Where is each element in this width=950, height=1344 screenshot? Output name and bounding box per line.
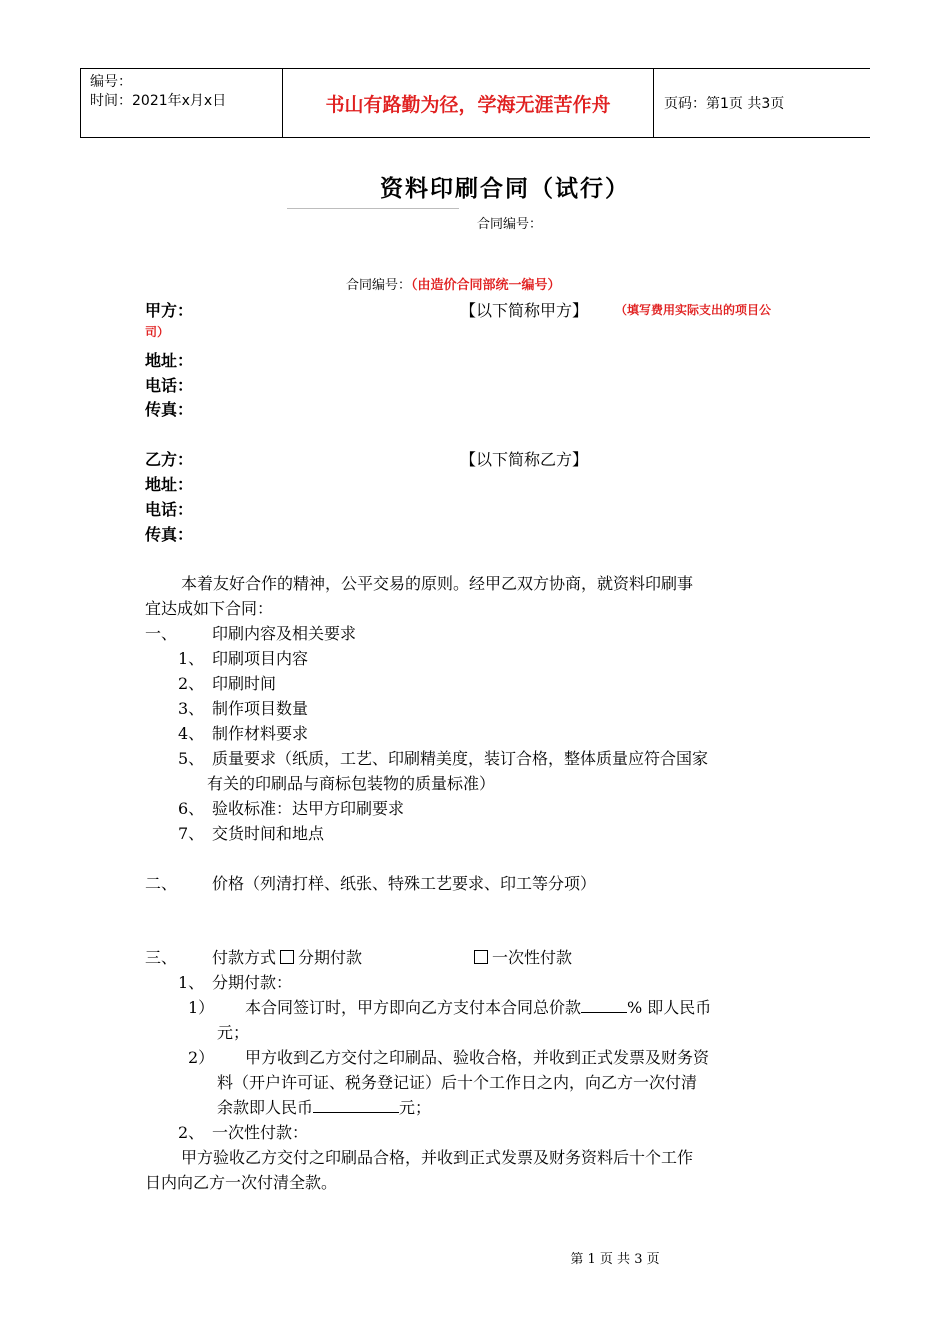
item-number: 1、: [178, 649, 205, 668]
item-text: 印刷时间: [212, 674, 277, 693]
clause-1-line: [245, 995, 711, 1018]
clause-1-text-c: 元；: [217, 1023, 250, 1042]
intro-line-2: 宜达成如下合同：: [145, 599, 274, 618]
header-table: [80, 68, 870, 138]
option-installment: 分期付款: [298, 948, 363, 967]
party-b-phone: 电话：: [145, 500, 194, 519]
party-a-abbr: 【以下简称甲方】: [460, 301, 589, 320]
section-1-number: 一、: [145, 624, 178, 643]
party-b-fax: 传真：: [145, 525, 194, 544]
contract-number-note: （由造价合同部统一编号）: [411, 278, 561, 293]
clause-2-text-a: 余款即人民币: [217, 1098, 314, 1117]
checkbox-installment[interactable]: [280, 950, 294, 964]
time-label: 时间：2021年x月x日: [90, 93, 227, 109]
item-text: 验收标准：达甲方印刷要求: [212, 799, 405, 818]
clause-2-line-1: 甲方收到乙方交付之印刷品、验收合格，并收到正式发票及财务资: [245, 1048, 710, 1067]
contract-number-1: 合同编号：: [477, 217, 543, 232]
header-motto-cell: [282, 69, 654, 137]
page-info: 页码：第1页 共3页: [664, 96, 785, 112]
option-lump-sum: 一次性付款: [492, 948, 573, 967]
final-clause-line-1: 甲方验收乙方交付之印刷品合格，并收到正式发票及财务资料后十个工作: [181, 1148, 694, 1167]
item-text: 制作项目数量: [212, 699, 309, 718]
item-number: 3、: [178, 699, 205, 718]
item-text: 质量要求（纸质，工艺、印刷精美度，装订合格，整体质量应符合国家: [212, 749, 709, 768]
item-text: 印刷项目内容: [212, 649, 309, 668]
party-b-label: 乙方：: [145, 450, 194, 469]
contract-number-2: [346, 274, 561, 293]
final-clause-line-2: 日内向乙方一次付清全款。: [145, 1173, 338, 1192]
party-a-note-cont: 司）: [145, 325, 170, 339]
checkbox-lump-sum[interactable]: [474, 950, 488, 964]
clause-2-number: 2）: [188, 1048, 215, 1067]
clause-1-text-a: 本合同签订时，甲方即向乙方支付本合同总价款: [245, 998, 582, 1017]
party-a-phone: 电话：: [145, 376, 194, 395]
item-number: 2、: [178, 674, 205, 693]
payment-method-row: [212, 945, 362, 968]
item-number: 7、: [178, 824, 205, 843]
title-divider: [287, 208, 459, 209]
contract-number-label: 合同编号：: [346, 278, 412, 293]
payment-method-label: 付款方式: [212, 948, 277, 967]
clause-1-text-b: % 即人民币: [627, 998, 712, 1017]
party-b-address: 地址：: [145, 475, 194, 494]
party-a-address: 地址：: [145, 351, 194, 370]
item-text-cont: 有关的印刷品与商标包装物的质量标准）: [207, 774, 496, 793]
sub-1-number: 1、: [178, 973, 205, 992]
intro-line-1: 本着友好合作的精神，公平交易的原则。经甲乙双方协商，就资料印刷事: [181, 574, 694, 593]
section-2-title: 价格（列清打样、纸张、特殊工艺要求、印工等分项）: [212, 874, 597, 893]
party-b-abbr: 【以下简称乙方】: [460, 450, 589, 469]
section-3-number: 三、: [145, 948, 178, 967]
party-a-note: （填写费用实际支出的项目公: [615, 303, 772, 317]
code-label: 编号：: [90, 74, 132, 90]
page-footer: 第 1 页 共 3 页: [570, 1252, 660, 1267]
party-a-fax: 传真：: [145, 400, 194, 419]
sub-2-number: 2、: [178, 1123, 205, 1142]
clause-2-text-b: 元；: [399, 1098, 432, 1117]
section-2-number: 二、: [145, 874, 178, 893]
item-number: 5、: [178, 749, 205, 768]
header-page-cell: [654, 69, 870, 137]
clause-1-number: 1）: [188, 998, 215, 1017]
percent-blank[interactable]: [581, 1012, 627, 1013]
item-number: 4、: [178, 724, 205, 743]
sub-2-title: 一次性付款：: [212, 1123, 309, 1142]
amount-blank[interactable]: [313, 1112, 399, 1113]
clause-2-line-2: 料（开户许可证、税务登记证）后十个工作日之内，向乙方一次付清: [217, 1073, 698, 1092]
motto-text: 书山有路勤为径，学海无涯苦作舟: [325, 93, 611, 116]
section-1-title: 印刷内容及相关要求: [212, 624, 357, 643]
document-title: 资料印刷合同（试行）: [380, 175, 630, 202]
item-text: 交货时间和地点: [212, 824, 325, 843]
item-text: 制作材料要求: [212, 724, 309, 743]
payment-option-lump: [470, 945, 572, 968]
sub-1-title: 分期付款：: [212, 973, 293, 992]
item-number: 6、: [178, 799, 205, 818]
party-a-label: 甲方：: [145, 301, 194, 320]
header-meta-cell: [80, 69, 282, 137]
clause-2-line-3: [217, 1095, 431, 1118]
